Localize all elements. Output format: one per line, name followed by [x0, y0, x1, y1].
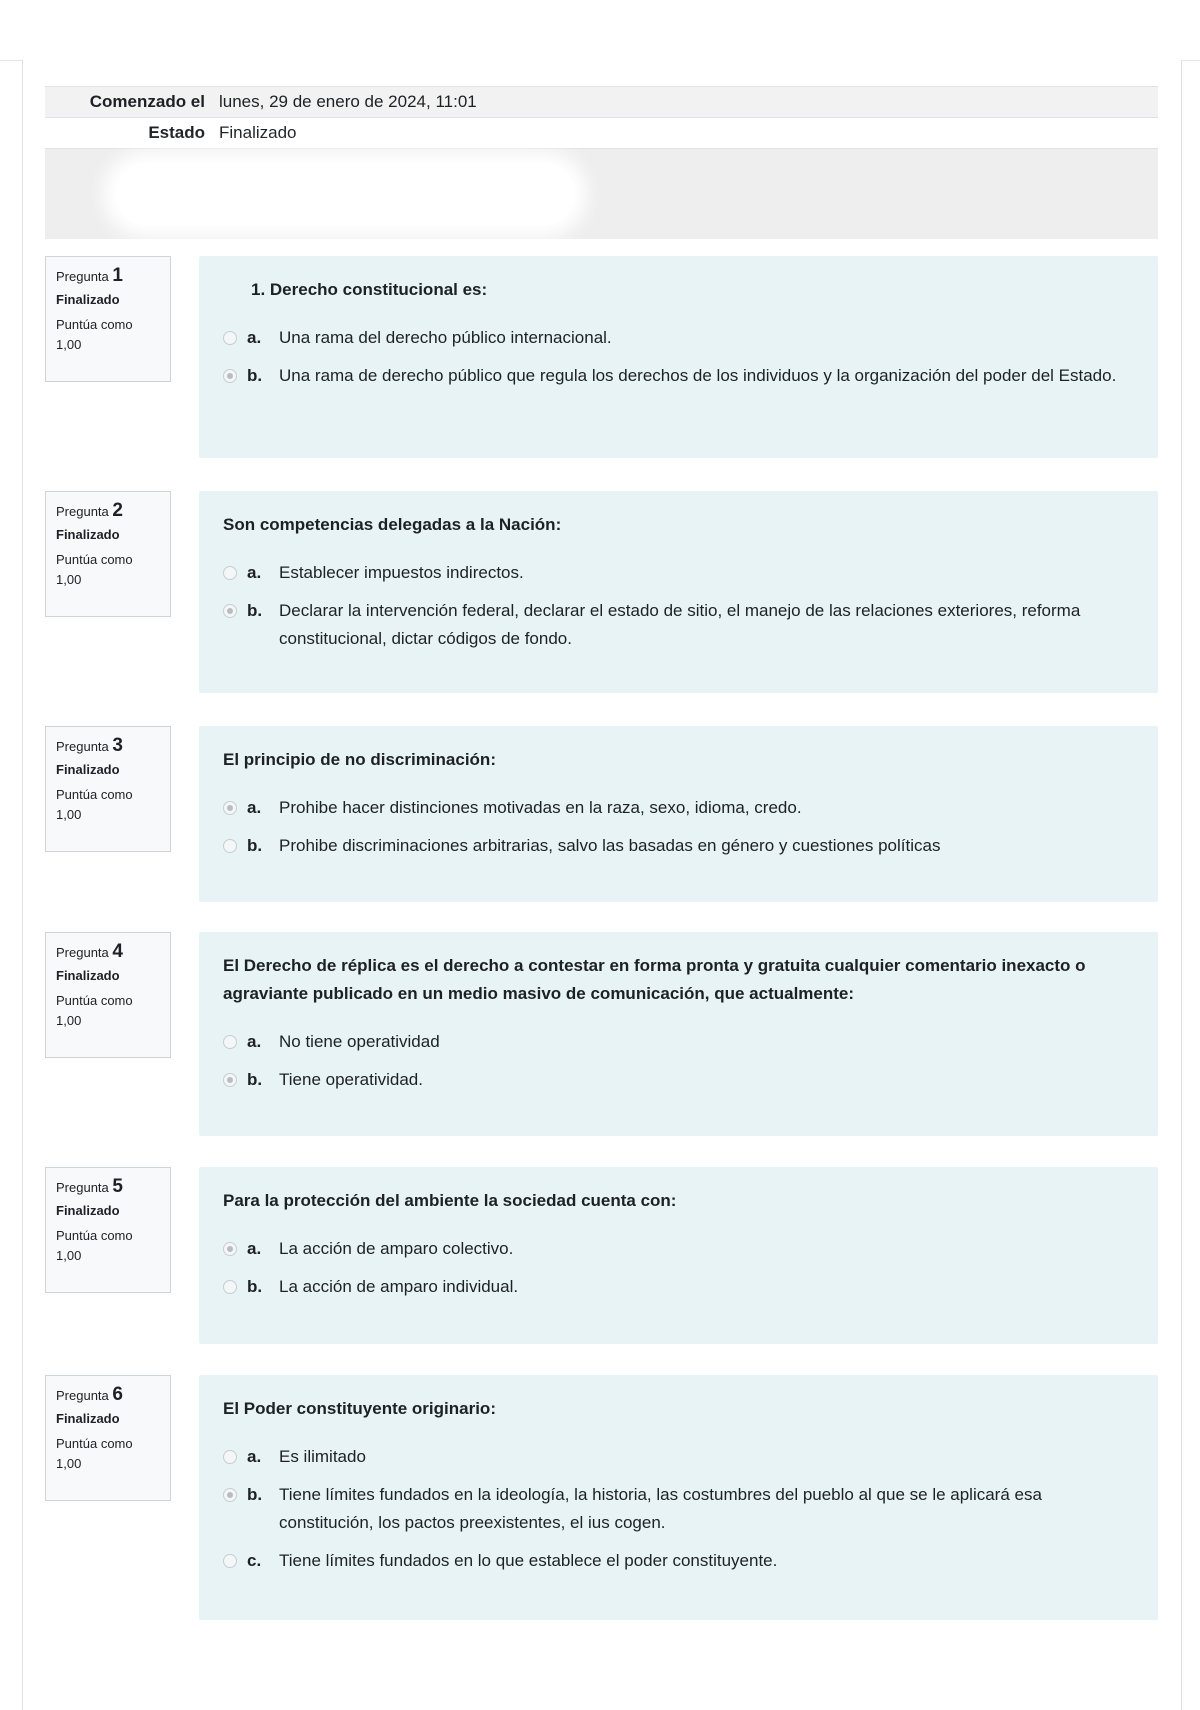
radio-button[interactable] [223, 1554, 237, 1568]
answer-letter: b. [247, 1277, 263, 1296]
answer-letter: b. [247, 601, 263, 620]
answer-letter: a. [247, 1447, 262, 1466]
summary-row-state [45, 117, 1158, 148]
answer-option[interactable] [223, 832, 1134, 860]
answer-text: Es ilimitado [279, 1447, 366, 1466]
answer-letter: a. [247, 1239, 262, 1258]
answer-option[interactable] [223, 1547, 1134, 1575]
redacted-area [45, 148, 1158, 239]
radio-button-selected[interactable] [223, 369, 237, 383]
question-state: Finalizado [56, 762, 120, 777]
answer-option[interactable] [223, 1481, 1134, 1537]
radio-button[interactable] [223, 566, 237, 580]
question-state: Finalizado [56, 1411, 120, 1426]
answer-text: Tiene operatividad. [279, 1070, 423, 1089]
radio-button-selected[interactable] [223, 1242, 237, 1256]
answer-option[interactable] [223, 1273, 1134, 1301]
state-value: Finalizado [219, 123, 297, 142]
question-formulation [199, 1167, 1158, 1344]
radio-button-selected[interactable] [223, 801, 237, 815]
question-number: 2 [112, 500, 123, 521]
radio-button-selected[interactable] [223, 604, 237, 618]
answer-letter: b. [247, 1485, 263, 1504]
question-label: Pregunta [56, 1180, 109, 1195]
question-formulation [199, 932, 1158, 1136]
question-label: Pregunta [56, 739, 109, 754]
top-bar [0, 0, 1200, 61]
answer-option[interactable] [223, 324, 1134, 352]
question-number: 5 [112, 1176, 123, 1197]
answer-letter: a. [247, 1032, 262, 1051]
question-formulation [199, 491, 1158, 693]
state-label: Estado [148, 123, 205, 142]
answer-text: No tiene operatividad [279, 1032, 440, 1051]
answer-letter: a. [247, 328, 262, 347]
answer-text: Establecer impuestos indirectos. [279, 563, 524, 582]
question-number: 1 [112, 265, 123, 286]
answer-text: Prohibe discriminaciones arbitrarias, salvo las basadas en género y cuestiones políticas [279, 836, 941, 855]
answer-text: Declarar la intervención federal, declarar el estado de sitio, el manejo de las relaciones exteriores, reforma constitucional, dictar códigos de fondo. [279, 601, 1081, 648]
question-info [45, 932, 171, 1058]
question-state: Finalizado [56, 968, 120, 983]
question-info [45, 1167, 171, 1293]
radio-button[interactable] [223, 839, 237, 853]
question-state: Finalizado [56, 292, 120, 307]
answer-letter: b. [247, 1070, 263, 1089]
question-grade: Puntúa como 1,00 [56, 317, 133, 352]
question-grade: Puntúa como 1,00 [56, 552, 133, 587]
redaction-blot [115, 163, 575, 225]
question-label: Pregunta [56, 504, 109, 519]
question-label: Pregunta [56, 269, 109, 284]
question-text: 1. Derecho constitucional es: [251, 280, 488, 299]
question-info [45, 491, 171, 617]
answer-text: Prohibe hacer distinciones motivadas en la raza, sexo, idioma, credo. [279, 798, 802, 817]
answer-text: Tiene límites fundados en la ideología, la historia, las costumbres del pueblo al que se le aplicará esa constitución, los pactos preexistentes, el ius cogen. [279, 1485, 1042, 1532]
question-grade: Puntúa como 1,00 [56, 787, 133, 822]
question-label: Pregunta [56, 945, 109, 960]
radio-button[interactable] [223, 1280, 237, 1294]
answer-letter: c. [247, 1551, 262, 1570]
question-formulation [199, 726, 1158, 902]
started-value: lunes, 29 de enero de 2024, 11:01 [219, 92, 477, 111]
question-label: Pregunta [56, 1388, 109, 1403]
answer-letter: a. [247, 798, 262, 817]
answer-letter: b. [247, 836, 263, 855]
answer-text: Una rama de derecho público que regula los derechos de los individuos y la organización del poder del Estado. [279, 366, 1117, 385]
question-number: 6 [112, 1384, 123, 1405]
radio-button[interactable] [223, 331, 237, 345]
answer-option[interactable] [223, 1028, 1134, 1056]
question-formulation [199, 256, 1158, 458]
question-text: El principio de no discriminación: [223, 750, 496, 769]
answer-option[interactable] [223, 362, 1134, 390]
answer-text: Tiene límites fundados en lo que establece el poder constituyente. [279, 1551, 778, 1570]
answer-text: La acción de amparo individual. [279, 1277, 519, 1296]
question-info [45, 726, 171, 852]
answer-option[interactable] [223, 1235, 1134, 1263]
question-grade: Puntúa como 1,00 [56, 993, 133, 1028]
question-formulation [199, 1375, 1158, 1620]
question-number: 4 [112, 941, 123, 962]
attempt-summary-table [45, 86, 1158, 148]
question-info [45, 256, 171, 382]
answer-option[interactable] [223, 1066, 1134, 1094]
answer-letter: a. [247, 563, 262, 582]
answer-text: La acción de amparo colectivo. [279, 1239, 514, 1258]
question-text: Para la protección del ambiente la sociedad cuenta con: [223, 1191, 677, 1210]
question-state: Finalizado [56, 527, 120, 542]
answer-option[interactable] [223, 1443, 1134, 1471]
radio-button[interactable] [223, 1035, 237, 1049]
radio-button-selected[interactable] [223, 1488, 237, 1502]
answer-option[interactable] [223, 559, 1134, 587]
radio-button[interactable] [223, 1450, 237, 1464]
question-grade: Puntúa como 1,00 [56, 1228, 133, 1263]
summary-row-started [45, 86, 1158, 117]
answer-option[interactable] [223, 794, 1134, 822]
question-text: El Poder constituyente originario: [223, 1399, 496, 1418]
question-number: 3 [112, 735, 123, 756]
answer-letter: b. [247, 366, 263, 385]
answer-option[interactable] [223, 597, 1134, 653]
question-state: Finalizado [56, 1203, 120, 1218]
question-grade: Puntúa como 1,00 [56, 1436, 133, 1471]
started-label: Comenzado el [89, 92, 205, 111]
question-info [45, 1375, 171, 1501]
question-text: Son competencias delegadas a la Nación: [223, 515, 562, 534]
question-text: El Derecho de réplica es el derecho a contestar en forma pronta y gratuita cualquier comentario inexacto o agraviante publicado en un medio masivo de comunicación, que actualmente: [223, 956, 1086, 1003]
radio-button-selected[interactable] [223, 1073, 237, 1087]
answer-text: Una rama del derecho público internacional. [279, 328, 612, 347]
